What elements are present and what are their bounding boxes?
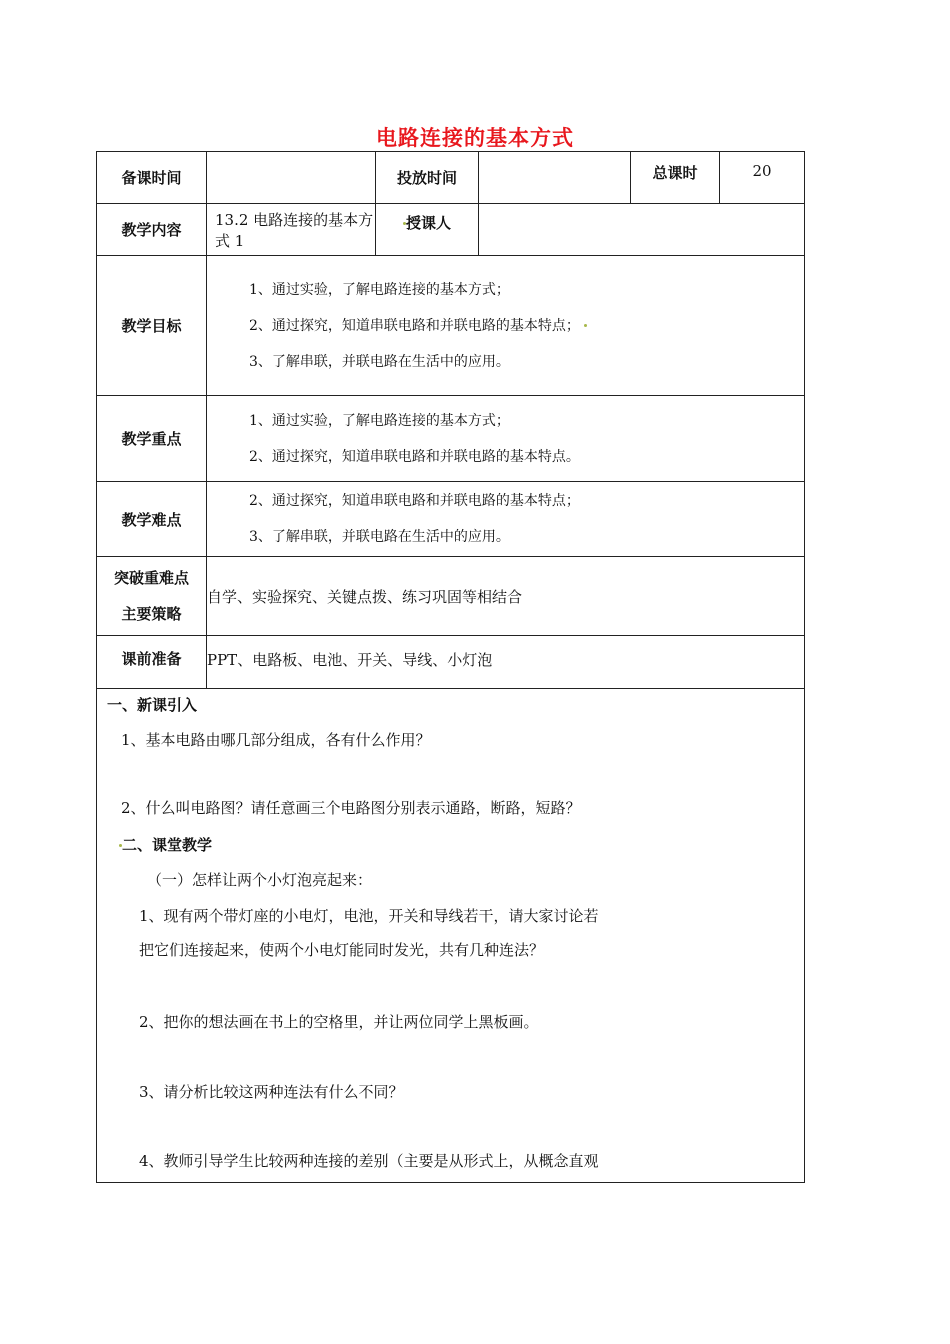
- content-label: 教学内容: [97, 204, 207, 256]
- difficulties-row: [97, 482, 805, 557]
- goal-item: 1、通过实验，了解电路连接的基本方式；: [249, 281, 510, 298]
- key-points-row: [97, 396, 805, 482]
- total-hours-label: 总课时: [631, 152, 720, 204]
- difficulties-content: [207, 482, 805, 557]
- goals-content: [207, 256, 805, 396]
- strategy-label-line1: 突破重难点: [113, 569, 189, 587]
- deliver-time-value: [479, 152, 631, 204]
- page-title: 电路连接的基本方式: [376, 126, 574, 150]
- class-paragraph-2: 2、把你的想法画在书上的空格里，并让两位同学上黑板画。: [139, 1013, 539, 1031]
- total-hours-value: 20: [720, 152, 805, 204]
- goals-row: [97, 256, 805, 396]
- teacher-label-cell: [376, 204, 479, 256]
- intro-question-2: 2、什么叫电路图？请任意画三个电路图分别表示通路，断路，短路？: [121, 799, 581, 817]
- key-points-content: [207, 396, 805, 482]
- difficulty-item: 3、了解串联，并联电路在生活中的应用。: [249, 529, 510, 545]
- subsection-1-title: （一）怎样让两个小灯泡亮起来：: [147, 871, 373, 889]
- goal-item: 3、了解串联，并联电路在生活中的应用。: [249, 353, 510, 370]
- lesson-body: [97, 689, 805, 1183]
- goal-item-cell: [249, 308, 804, 344]
- goals-label: 教学目标: [97, 256, 207, 396]
- teacher-label: 授课人: [405, 214, 451, 232]
- strategy-row: [97, 557, 805, 636]
- key-point-item: 2、通过探究，知道串联电路和并联电路的基本特点。: [249, 448, 580, 465]
- section-intro-title: 一、新课引入: [107, 696, 198, 714]
- lesson-body-row: [97, 689, 805, 1183]
- strategy-label: [97, 557, 207, 636]
- header-row: [97, 152, 805, 204]
- section-class-title-cell: [119, 834, 212, 855]
- preparation-row: [97, 636, 805, 689]
- preparation-label: 课前准备: [97, 636, 207, 689]
- prep-time-label: 备课时间: [97, 152, 207, 204]
- content-value: 13.2 电路连接的基本方式 1: [207, 204, 376, 256]
- key-points-label: 教学重点: [97, 396, 207, 482]
- difficulties-label: 教学难点: [97, 482, 207, 557]
- lesson-plan-table: [96, 151, 805, 1183]
- class-paragraph-3: 3、请分析比较这两种连法有什么不同？: [139, 1083, 404, 1101]
- key-point-item: 1、通过实验，了解电路连接的基本方式；: [249, 412, 510, 429]
- class-paragraph-1-line-1: 1、现有两个带灯座的小电灯，电池，开关和导线若干，请大家讨论若: [139, 907, 599, 925]
- intro-question-1: 1、基本电路由哪几部分组成，各有什么作用？: [121, 731, 431, 749]
- class-paragraph-4: 4、教师引导学生比较两种连接的差别（主要是从形式上，从概念直观: [139, 1152, 599, 1170]
- strategy-label-line2: 主要策略: [121, 605, 182, 623]
- content-row: [97, 204, 805, 256]
- preparation-value: PPT、电路板、电池、开关、导线、小灯泡: [207, 636, 805, 689]
- prep-time-value: [207, 152, 376, 204]
- class-paragraph-1-line-2: 把它们连接起来，使两个小电灯能同时发光，共有几种连法？: [139, 941, 545, 959]
- goal-item: 2、通过探究，知道串联电路和并联电路的基本特点；: [249, 317, 580, 334]
- section-class-title: 二、课堂教学: [122, 836, 213, 854]
- strategy-value: 自学、实验探究、关键点拨、练习巩固等相结合: [207, 557, 805, 636]
- mark-dot: [584, 324, 587, 327]
- difficulty-item: 2、通过探究，知道串联电路和并联电路的基本特点；: [249, 493, 580, 509]
- deliver-time-label: 投放时间: [376, 152, 479, 204]
- teacher-value: [479, 204, 805, 256]
